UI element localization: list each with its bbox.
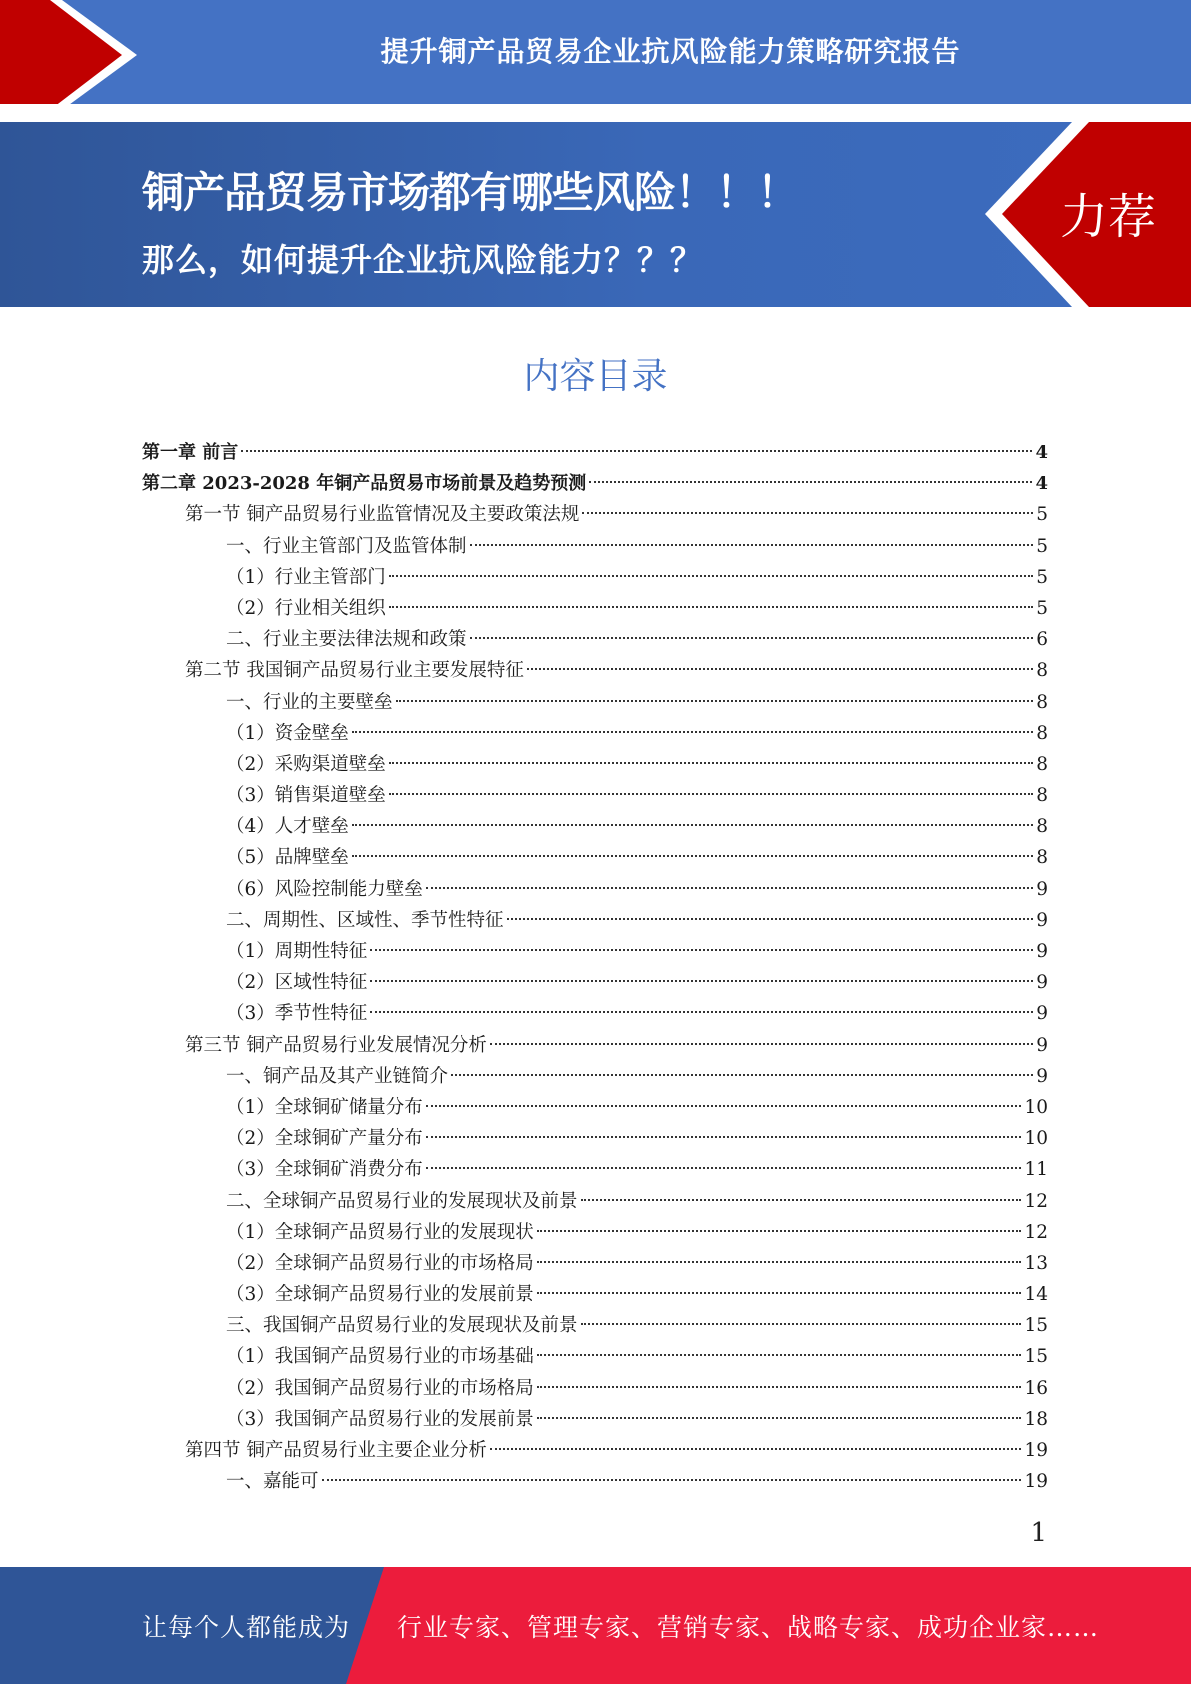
toc-entry-page: 9 xyxy=(1036,941,1048,962)
toc-entry-page: 8 xyxy=(1036,722,1048,744)
toc-entry[interactable] xyxy=(142,655,1048,686)
toc-entry-page: 13 xyxy=(1024,1252,1048,1274)
toc-entry-title: 第三节 铜产品贸易行业发展情况分析 xyxy=(185,1034,487,1056)
toc-entry-title: （3）全球铜产品贸易行业的发展前景 xyxy=(226,1284,534,1306)
toc-entry[interactable] xyxy=(142,499,1048,530)
hero-banner xyxy=(0,122,1191,307)
toc-entry[interactable] xyxy=(142,749,1048,780)
toc-entry-title: （3）我国铜产品贸易行业的发展前景 xyxy=(226,1408,534,1430)
toc-entry-page: 12 xyxy=(1024,1221,1048,1243)
toc-dot-leader xyxy=(537,1261,1022,1263)
toc-dot-leader xyxy=(426,1105,1022,1107)
toc-entry-page: 10 xyxy=(1024,1096,1048,1118)
toc-entry[interactable] xyxy=(142,998,1048,1029)
toc-dot-leader xyxy=(389,606,1033,608)
toc-entry-title: 第一章 前言 xyxy=(142,442,239,463)
toc-entry-title: （4）人才壁垒 xyxy=(226,816,349,838)
toc-entry-page: 9 xyxy=(1036,1034,1048,1056)
toc-entry-title: （2）我国铜产品贸易行业的市场格局 xyxy=(226,1377,534,1399)
toc-dot-leader xyxy=(537,1417,1022,1419)
toc-entry[interactable] xyxy=(142,1030,1048,1061)
toc-dot-leader xyxy=(537,1230,1022,1232)
toc-entry-page: 8 xyxy=(1036,785,1048,807)
toc-entry-title: 第二节 我国铜产品贸易行业主要发展特征 xyxy=(185,660,524,682)
toc-dot-leader xyxy=(507,918,1034,920)
toc-dot-leader xyxy=(451,1074,1033,1076)
toc-entry-page: 14 xyxy=(1024,1284,1048,1306)
toc-entry[interactable] xyxy=(142,1217,1048,1248)
toc-dot-leader xyxy=(537,1386,1022,1388)
toc-entry-page: 5 xyxy=(1036,504,1048,526)
toc-entry-page: 9 xyxy=(1036,972,1048,994)
toc-entry[interactable] xyxy=(142,1341,1048,1372)
toc-entry-title: 第二章 2023-2028 年铜产品贸易市场前景及趋势预测 xyxy=(142,473,587,495)
toc-entry[interactable] xyxy=(142,811,1048,842)
toc-entry-page: 8 xyxy=(1036,660,1048,682)
toc-entry-title: （1）全球铜矿储量分布 xyxy=(226,1096,423,1118)
toc-entry[interactable] xyxy=(142,1310,1048,1341)
toc-entry[interactable] xyxy=(142,437,1048,468)
toc-dot-leader xyxy=(470,544,1034,546)
toc-entry-page: 5 xyxy=(1036,566,1048,588)
hero-headline: 铜产品贸易市场都有哪些风险！！！ xyxy=(142,168,799,217)
toc-entry-title: （1）全球铜产品贸易行业的发展现状 xyxy=(226,1221,534,1243)
toc-entry-title: 二、全球铜产品贸易行业的发展现状及前景 xyxy=(226,1190,578,1212)
toc-entry-title: （3）季节性特征 xyxy=(226,1003,368,1025)
toc-dot-leader xyxy=(370,980,1033,982)
toc-dot-leader xyxy=(322,1479,1022,1481)
toc-entry[interactable] xyxy=(142,874,1048,905)
toc-dot-leader xyxy=(537,1292,1022,1294)
toc-entry-title: （1）资金壁垒 xyxy=(226,722,349,744)
toc-entry[interactable] xyxy=(142,1186,1048,1217)
toc-entry-title: 三、我国铜产品贸易行业的发展现状及前景 xyxy=(226,1315,578,1337)
toc-dot-leader xyxy=(581,1199,1022,1201)
toc-entry[interactable] xyxy=(142,1404,1048,1435)
toc-entry-title: （5）品牌壁垒 xyxy=(226,847,349,869)
toc-entry-title: 第四节 铜产品贸易行业主要企业分析 xyxy=(185,1440,487,1461)
toc-entry-page: 8 xyxy=(1036,816,1048,838)
toc-dot-leader xyxy=(370,949,1033,951)
toc-entry-title: （1）周期性特征 xyxy=(226,941,368,962)
toc-dot-leader xyxy=(490,1448,1022,1450)
toc-entry[interactable] xyxy=(142,624,1048,655)
toc-entry-title: 一、铜产品及其产业链简介 xyxy=(226,1065,449,1087)
toc-dot-leader xyxy=(426,1136,1022,1138)
toc-dot-leader xyxy=(352,855,1033,857)
toc-entry[interactable] xyxy=(142,1248,1048,1279)
toc-entry-page: 5 xyxy=(1036,597,1048,619)
toc-entry[interactable] xyxy=(142,1092,1048,1123)
toc-entry-title: 第一节 铜产品贸易行业监管情况及主要政策法规 xyxy=(185,504,580,526)
toc-entry-page: 18 xyxy=(1024,1408,1048,1430)
toc-dot-leader xyxy=(241,450,1032,452)
toc-entry-page: 15 xyxy=(1024,1315,1048,1337)
toc-entry-title: （6）风险控制能力壁垒 xyxy=(226,878,423,900)
toc-dot-leader xyxy=(581,1323,1022,1325)
toc-entry[interactable] xyxy=(142,967,1048,998)
toc-dot-leader xyxy=(389,793,1033,795)
toc-entry-page: 9 xyxy=(1036,1003,1048,1025)
toc-entry[interactable] xyxy=(142,842,1048,873)
recommend-badge: 力荐 xyxy=(1060,189,1157,245)
toc-entry-page: 5 xyxy=(1036,535,1048,557)
toc-entry[interactable] xyxy=(142,468,1048,499)
toc-entry[interactable] xyxy=(142,1373,1048,1404)
toc-entry[interactable] xyxy=(142,936,1048,967)
toc-dot-leader xyxy=(582,512,1033,514)
toc-entry-page: 19 xyxy=(1024,1440,1048,1461)
toc-dot-leader xyxy=(527,668,1033,670)
toc-dot-leader xyxy=(589,481,1032,483)
toc-entry-page: 16 xyxy=(1024,1377,1048,1399)
toc-dot-leader xyxy=(370,1011,1033,1013)
table-of-contents xyxy=(142,437,1048,1497)
toc-dot-leader xyxy=(352,731,1033,733)
toc-dot-leader xyxy=(389,762,1033,764)
toc-entry-page: 8 xyxy=(1036,753,1048,775)
footer-slogan-left: 让每个人都能成为 xyxy=(142,1612,351,1642)
toc-entry-title: 二、周期性、区域性、季节性特征 xyxy=(226,909,504,931)
toc-entry-page: 11 xyxy=(1024,1159,1048,1181)
toc-entry-page: 9 xyxy=(1036,1065,1048,1087)
toc-entry[interactable] xyxy=(142,1123,1048,1154)
toc-dot-leader xyxy=(490,1043,1033,1045)
footer-banner xyxy=(0,1567,1191,1684)
toc-entry-title: 一、行业主管部门及监管体制 xyxy=(226,535,467,557)
toc-entry[interactable] xyxy=(142,905,1048,936)
toc-dot-leader xyxy=(426,887,1033,889)
toc-entry[interactable] xyxy=(142,687,1048,718)
toc-entry-title: 一、嘉能可 xyxy=(226,1471,319,1493)
toc-dot-leader xyxy=(396,700,1034,702)
page-number: 1 xyxy=(1030,1518,1047,1548)
toc-entry-title: 二、行业主要法律法规和政策 xyxy=(226,629,467,651)
toc-dot-leader xyxy=(426,1167,1022,1169)
toc-entry[interactable] xyxy=(142,1279,1048,1310)
toc-entry-title: （2）全球铜产品贸易行业的市场格局 xyxy=(226,1252,534,1274)
toc-entry[interactable] xyxy=(142,1435,1048,1466)
toc-entry[interactable] xyxy=(142,718,1048,749)
toc-dot-leader xyxy=(389,575,1033,577)
toc-dot-leader xyxy=(537,1354,1022,1356)
toc-entry-page: 4 xyxy=(1035,442,1048,463)
toc-entry-page: 9 xyxy=(1036,878,1048,900)
top-banner xyxy=(0,0,1191,110)
toc-entry[interactable] xyxy=(142,1061,1048,1092)
toc-entry[interactable] xyxy=(142,562,1048,593)
toc-entry[interactable] xyxy=(142,593,1048,624)
toc-entry[interactable] xyxy=(142,1154,1048,1185)
toc-entry-title: （2）采购渠道壁垒 xyxy=(226,753,386,775)
toc-entry-title: 一、行业的主要壁垒 xyxy=(226,691,393,713)
toc-entry[interactable] xyxy=(142,780,1048,811)
toc-entry-title: （1）行业主管部门 xyxy=(226,566,386,588)
footer-slogan-right: 行业专家、管理专家、营销专家、战略专家、成功企业家…… xyxy=(397,1612,1100,1642)
toc-entry-title: （3）全球铜矿消费分布 xyxy=(226,1159,423,1181)
toc-entry-title: （2）区域性特征 xyxy=(226,972,368,994)
report-title: 提升铜产品贸易企业抗风险能力策略研究报告 xyxy=(380,35,961,68)
toc-entry-title: （1）我国铜产品贸易行业的市场基础 xyxy=(226,1346,534,1368)
toc-entry-page: 8 xyxy=(1036,847,1048,869)
toc-entry[interactable] xyxy=(142,531,1048,562)
toc-dot-leader xyxy=(352,824,1033,826)
toc-entry-page: 15 xyxy=(1024,1346,1048,1368)
toc-entry-page: 10 xyxy=(1024,1128,1048,1150)
toc-entry-title: （3）销售渠道壁垒 xyxy=(226,785,386,807)
toc-entry-page: 8 xyxy=(1036,691,1048,713)
toc-entry-page: 6 xyxy=(1036,629,1048,651)
hero-subheadline: 那么，如何提升企业抗风险能力？？？ xyxy=(142,241,704,279)
toc-entry-title: （2）全球铜矿产量分布 xyxy=(226,1128,423,1150)
toc-entry[interactable] xyxy=(142,1466,1048,1497)
toc-entry-page: 4 xyxy=(1035,473,1048,495)
toc-heading: 内容目录 xyxy=(523,356,668,397)
toc-entry-page: 19 xyxy=(1024,1471,1048,1493)
toc-dot-leader xyxy=(470,637,1034,639)
toc-entry-title: （2）行业相关组织 xyxy=(226,597,386,619)
toc-entry-page: 12 xyxy=(1024,1190,1048,1212)
toc-entry-page: 9 xyxy=(1036,909,1048,931)
